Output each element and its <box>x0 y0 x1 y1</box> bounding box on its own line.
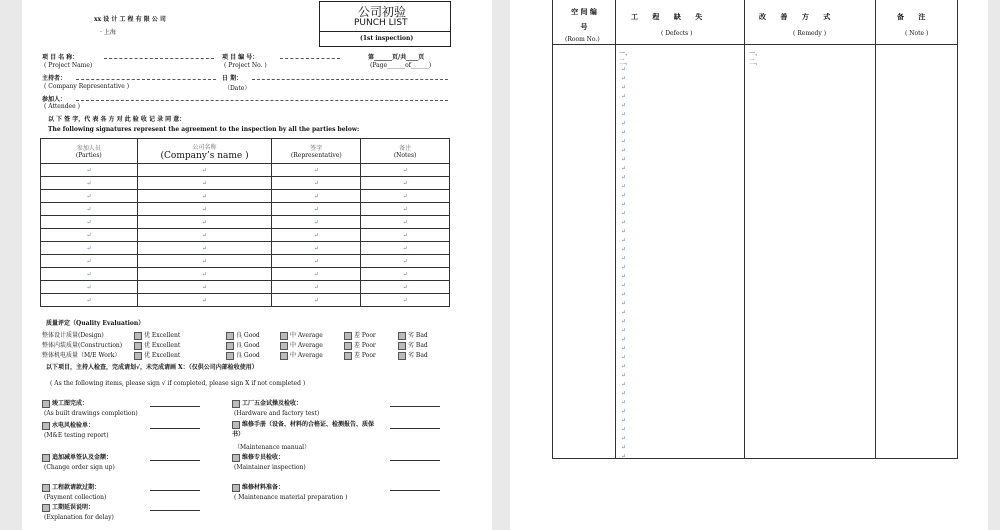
paragraph-mark: ↵ <box>313 270 319 278</box>
checklist-item: 工期延误说明： <box>42 502 94 512</box>
paragraph-mark: ↵ <box>621 435 627 442</box>
signature-cell[interactable] <box>137 281 272 294</box>
checkbox-icon[interactable] <box>344 352 352 360</box>
title-box <box>319 1 451 47</box>
page-label: 第______页/共____页 <box>368 54 425 61</box>
signature-cell[interactable] <box>41 268 138 281</box>
header-defects: 工 程 缺 失 <box>631 12 709 21</box>
signature-row <box>41 229 450 242</box>
attendee-field[interactable] <box>76 100 448 101</box>
paragraph-mark: ↵ <box>621 219 627 226</box>
paragraph-mark: ↵ <box>621 138 627 145</box>
signature-cell[interactable] <box>137 229 272 242</box>
project-no-field[interactable] <box>280 58 340 59</box>
signature-row <box>41 242 450 255</box>
paragraph-mark: ↵ <box>86 296 92 304</box>
signature-cell[interactable] <box>41 242 138 255</box>
signature-cell[interactable] <box>272 255 361 268</box>
paragraph-mark: ↵ <box>621 309 627 316</box>
checklist-answer-line[interactable] <box>150 406 200 407</box>
sig-header-0: 参加人员 (Parties) <box>41 139 138 164</box>
paragraph-mark: ↵ <box>621 390 627 397</box>
company-city: · 上海 <box>100 29 116 36</box>
paragraph-mark: ↵ <box>621 183 627 190</box>
checkbox-icon[interactable] <box>232 484 240 492</box>
paragraph-mark: ↵ <box>402 270 408 278</box>
checkbox-icon[interactable] <box>280 342 288 350</box>
signature-cell[interactable] <box>272 268 361 281</box>
checklist-item: 维修专员检收： <box>232 452 284 462</box>
signature-cell[interactable] <box>41 229 138 242</box>
attendee-label: 参加人： <box>42 96 67 103</box>
signature-cell[interactable] <box>361 281 450 294</box>
paragraph-mark: ↵ <box>402 231 408 239</box>
paragraph-mark: ↵ <box>621 453 627 460</box>
signature-cell[interactable] <box>137 190 272 203</box>
paragraph-mark: ↵ <box>202 166 208 174</box>
title-cn: 公司初验 <box>358 5 407 19</box>
paragraph-mark: ↵ <box>313 296 319 304</box>
signature-row <box>41 268 450 281</box>
paragraph-mark: ↵ <box>621 237 627 244</box>
quality-row-label: 整体设计质量(Design) <box>42 332 104 339</box>
paragraph-mark: ↵ <box>621 174 627 181</box>
signature-cell[interactable] <box>137 203 272 216</box>
representative-label: 主持者： <box>42 75 67 82</box>
signature-cell[interactable] <box>137 216 272 229</box>
paragraph-mark: ↵ <box>621 444 627 451</box>
paragraph-mark: ↵ <box>86 218 92 226</box>
checklist-item: 工厂五金试操及检收： <box>232 398 302 408</box>
paragraph-mark: ↵ <box>86 205 92 213</box>
project-no-label-en: ( Project No. ) <box>224 62 267 69</box>
paragraph-mark: ↵ <box>202 283 208 291</box>
paragraph-mark: ↵ <box>202 270 208 278</box>
quality-option[interactable]: 差 Poor <box>344 340 376 350</box>
signature-cell[interactable] <box>361 216 450 229</box>
signature-cell[interactable] <box>361 242 450 255</box>
checklist-instruction: 以下项目，主持人检查，完成请划√，未完成请画 X：（仅供公司内部检收使用） <box>46 364 258 371</box>
paragraph-mark: ↵ <box>621 129 627 136</box>
remedy-mark-2: 二、 <box>749 59 762 66</box>
paragraph-mark: ↵ <box>621 264 627 271</box>
paragraph-mark: ↵ <box>621 291 627 298</box>
checkbox-icon[interactable] <box>398 332 406 340</box>
header-room: 空 间 编 号 <box>571 7 597 31</box>
paragraph-mark: ↵ <box>86 166 92 174</box>
checklist-item-en: ( Maintenance material preparation ) <box>234 494 348 501</box>
paragraph-mark: ↵ <box>621 120 627 127</box>
signature-cell[interactable] <box>361 229 450 242</box>
paragraph-mark: ↵ <box>313 244 319 252</box>
checkbox-icon[interactable] <box>344 342 352 350</box>
paragraph-mark: ↵ <box>202 218 208 226</box>
checklist-item-en: (Maintainer inspection) <box>234 464 306 471</box>
paragraph-mark: ↵ <box>86 179 92 187</box>
paragraph-mark: ↵ <box>621 93 627 100</box>
paragraph-mark: ↵ <box>621 381 627 388</box>
project-name-label-en: ( Project Name) <box>44 62 93 69</box>
checkbox-icon[interactable] <box>232 421 240 429</box>
quality-option[interactable]: 劣 Bad <box>398 330 428 340</box>
header-remedy: 改 善 方 式 <box>759 12 837 21</box>
header-note-en: ( Note ) <box>905 30 929 37</box>
paragraph-mark: ↵ <box>621 273 627 280</box>
paragraph-mark: ↵ <box>621 318 627 325</box>
signature-cell[interactable] <box>137 255 272 268</box>
signature-cell[interactable] <box>272 177 361 190</box>
header-remedy-en: ( Remedy ) <box>793 30 827 37</box>
defect-mark-2: 二、 <box>619 59 632 66</box>
project-name-field[interactable] <box>104 58 214 59</box>
quality-option[interactable]: 优 Excellent <box>134 350 180 360</box>
quality-option[interactable]: 优 Excellent <box>134 330 180 340</box>
paragraph-mark: ↵ <box>202 205 208 213</box>
signature-cell[interactable] <box>361 177 450 190</box>
paragraph-mark: ↵ <box>621 165 627 172</box>
signature-cell[interactable] <box>41 190 138 203</box>
paragraph-mark: ↵ <box>202 244 208 252</box>
signature-row <box>41 255 450 268</box>
signature-row <box>41 164 450 177</box>
checklist-item-en: (Explanation for delay) <box>44 514 114 521</box>
checklist-item-en: (Payment collection) <box>44 494 107 501</box>
paragraph-mark: ↵ <box>621 201 627 208</box>
signature-cell[interactable] <box>272 203 361 216</box>
paragraph-mark: ↵ <box>313 179 319 187</box>
checkbox-icon[interactable] <box>226 342 234 350</box>
paragraph-mark: ↵ <box>621 426 627 433</box>
signature-cell[interactable] <box>272 242 361 255</box>
signature-cell[interactable] <box>41 255 138 268</box>
paragraph-mark: ↵ <box>621 363 627 370</box>
header-room-en: (Room No.) <box>565 36 600 43</box>
date-label-en: （Date） <box>224 85 251 92</box>
paragraph-mark: ↵ <box>621 327 627 334</box>
signature-cell[interactable] <box>41 216 138 229</box>
checkbox-icon[interactable] <box>232 454 240 462</box>
checkbox-icon[interactable] <box>226 332 234 340</box>
paragraph-mark: ↵ <box>86 244 92 252</box>
checkbox-icon[interactable] <box>42 400 50 408</box>
signature-cell[interactable] <box>361 268 450 281</box>
checklist-item-en: （Maintenance manual） <box>234 444 311 451</box>
checkbox-icon[interactable] <box>42 454 50 462</box>
company-name: xx 设 计 工 程 有 限 公 司 <box>94 16 166 23</box>
checklist-note: ( As the following items, please sign √ if completed, please sign X if not completed ) <box>50 380 306 387</box>
paragraph-mark: ↵ <box>621 66 627 73</box>
signature-cell[interactable] <box>361 294 450 307</box>
page-label-en: (Page______of______) <box>370 62 432 69</box>
attendee-label-en: ( Attendee ) <box>44 103 80 110</box>
paragraph-mark: ↵ <box>202 179 208 187</box>
signature-cell[interactable] <box>272 164 361 177</box>
date-label: 日 期： <box>222 75 243 82</box>
date-field[interactable] <box>252 79 448 80</box>
checkbox-icon[interactable] <box>280 332 288 340</box>
paragraph-mark: ↵ <box>621 147 627 154</box>
quality-row-label: 整体机电质量（M/E Work） <box>42 352 121 359</box>
quality-option[interactable]: 良 Good <box>226 330 260 340</box>
paragraph-mark: ↵ <box>621 156 627 163</box>
sig-header-1: 公司名称 (Company’s name ) <box>137 139 272 164</box>
signature-cell[interactable] <box>272 216 361 229</box>
paragraph-mark: ↵ <box>621 111 627 118</box>
representative-label-en: ( Company Representative ) <box>44 83 130 90</box>
paragraph-mark: ↵ <box>621 102 627 109</box>
checkbox-icon[interactable] <box>226 352 234 360</box>
paragraph-mark: ↵ <box>86 283 92 291</box>
checkbox-icon[interactable] <box>398 342 406 350</box>
signature-cell[interactable] <box>137 242 272 255</box>
checklist-item: 水电风检验单： <box>42 420 94 430</box>
paragraph-mark: ↵ <box>402 166 408 174</box>
paragraph-mark: ↵ <box>313 205 319 213</box>
quality-option[interactable]: 中 Average <box>280 350 323 360</box>
signature-row <box>41 216 450 229</box>
paragraph-mark: ↵ <box>402 192 408 200</box>
signature-cell[interactable] <box>41 281 138 294</box>
checklist-item: 维修手册（设备、材料的合格证、检测报告、质保书） <box>232 421 375 438</box>
checklist-item: 竣工图完成： <box>42 398 88 408</box>
checklist-answer-line[interactable] <box>390 406 440 407</box>
paragraph-mark: ↵ <box>621 336 627 343</box>
title-en: PUNCH LIST <box>354 18 408 28</box>
signature-row <box>41 281 450 294</box>
paragraph-mark: ↵ <box>313 283 319 291</box>
header-note: 备 注 <box>897 12 932 21</box>
paragraph-mark: ↵ <box>621 192 627 199</box>
representative-field[interactable] <box>76 79 216 80</box>
quality-option[interactable]: 良 Good <box>226 350 260 360</box>
paragraph-mark: ↵ <box>313 166 319 174</box>
checkbox-icon[interactable] <box>42 422 50 430</box>
checklist-answer-line[interactable] <box>390 490 440 491</box>
agreement-cn: 以 下 签 字，代 表 各 方 对 此 验 收 记 录 同 意： <box>48 116 186 123</box>
quality-option[interactable]: 劣 Bad <box>398 340 428 350</box>
quality-option[interactable]: 差 Poor <box>344 330 376 340</box>
agreement-en: The following signatures represent the agreement to the inspection by all the parties below: <box>48 126 360 133</box>
project-no-label: 项 目 编 号： <box>222 54 259 61</box>
signature-cell[interactable] <box>41 177 138 190</box>
paragraph-mark: ↵ <box>621 228 627 235</box>
header-defects-en: ( Defects ) <box>661 30 693 37</box>
paragraph-mark: ↵ <box>402 257 408 265</box>
paragraph-mark: ↵ <box>202 231 208 239</box>
paragraph-mark: ↵ <box>402 296 408 304</box>
signature-cell[interactable] <box>41 164 138 177</box>
signature-cell[interactable] <box>137 164 272 177</box>
signature-row <box>41 190 450 203</box>
signature-cell[interactable] <box>361 190 450 203</box>
paragraph-mark: ↵ <box>313 257 319 265</box>
checkbox-icon[interactable] <box>398 352 406 360</box>
signature-cell[interactable] <box>41 203 138 216</box>
checklist-answer-line[interactable] <box>150 428 200 429</box>
checklist-item-en: (Hardware and factory test) <box>234 410 320 417</box>
paragraph-mark: ↵ <box>621 408 627 415</box>
quality-title: 质量评定（Quality Evaluation） <box>46 320 145 327</box>
signature-cell[interactable] <box>137 294 272 307</box>
paragraph-mark: ↵ <box>202 192 208 200</box>
signature-cell[interactable] <box>272 281 361 294</box>
signature-row <box>41 177 450 190</box>
checklist-answer-line[interactable] <box>150 490 200 491</box>
checklist-answer-line[interactable] <box>390 460 440 461</box>
defect-mark-1: 一、 <box>619 50 632 57</box>
paragraph-mark: ↵ <box>86 231 92 239</box>
checklist-item-en: (Change order sign up) <box>44 464 115 471</box>
signature-cell[interactable] <box>361 255 450 268</box>
checkbox-icon[interactable] <box>134 342 142 350</box>
quality-option[interactable]: 劣 Bad <box>398 350 428 360</box>
quality-option[interactable]: 差 Poor <box>344 350 376 360</box>
checklist-answer-line[interactable] <box>150 510 200 511</box>
checkbox-icon[interactable] <box>42 504 50 512</box>
paragraph-mark: ↵ <box>202 257 208 265</box>
paragraph-mark: ↵ <box>621 282 627 289</box>
signature-cell[interactable] <box>272 294 361 307</box>
signature-cell[interactable] <box>137 268 272 281</box>
remedy-mark-1: 一、 <box>749 50 762 57</box>
checklist-item: 维修材料准备： <box>232 482 284 492</box>
signature-cell[interactable] <box>41 294 138 307</box>
checkbox-icon[interactable] <box>232 400 240 408</box>
paragraph-mark: ↵ <box>621 210 627 217</box>
paragraph-mark: ↵ <box>86 270 92 278</box>
paragraph-mark: ↵ <box>402 205 408 213</box>
paragraph-mark: ↵ <box>402 218 408 226</box>
signature-cell[interactable] <box>137 177 272 190</box>
signature-cell[interactable] <box>361 164 450 177</box>
signature-table <box>40 138 450 307</box>
paragraph-mark: ↵ <box>621 84 627 91</box>
punch-list-table <box>552 0 958 459</box>
quality-option[interactable]: 中 Average <box>280 330 323 340</box>
checkbox-icon[interactable] <box>134 332 142 340</box>
subtitle: (1st inspection) <box>360 35 414 42</box>
paragraph-mark: ↵ <box>621 300 627 307</box>
paragraph-mark: ↵ <box>313 218 319 226</box>
document-page-2 <box>510 0 988 530</box>
signature-cell[interactable] <box>361 203 450 216</box>
quality-option[interactable]: 中 Average <box>280 340 323 350</box>
signature-row <box>41 294 450 307</box>
paragraph-mark: ↵ <box>86 192 92 200</box>
quality-row-label: 整体内装质量(Construction) <box>42 342 123 349</box>
quality-option[interactable]: 良 Good <box>226 340 260 350</box>
signature-row <box>41 203 450 216</box>
paragraph-mark: ↵ <box>313 231 319 239</box>
signature-cell[interactable] <box>272 190 361 203</box>
project-name-label: 项 目 名 称： <box>42 54 79 61</box>
checklist-item: 工程款请款过期： <box>42 482 100 492</box>
checkbox-icon[interactable] <box>280 352 288 360</box>
checklist-item: 追加减单签认及金额： <box>42 452 112 462</box>
paragraph-mark: ↵ <box>86 257 92 265</box>
paragraph-mark: ↵ <box>402 244 408 252</box>
sig-header-3: 备注 (Notes) <box>361 139 450 164</box>
paragraph-mark: ↵ <box>621 372 627 379</box>
checkbox-icon[interactable] <box>42 484 50 492</box>
checkbox-icon[interactable] <box>134 352 142 360</box>
paragraph-mark: ↵ <box>621 345 627 352</box>
checkbox-icon[interactable] <box>344 332 352 340</box>
paragraph-mark: ↵ <box>402 283 408 291</box>
paragraph-mark: ↵ <box>621 399 627 406</box>
paragraph-mark: ↵ <box>621 246 627 253</box>
signature-cell[interactable] <box>272 229 361 242</box>
paragraph-mark: ↵ <box>202 296 208 304</box>
paragraph-mark: ↵ <box>621 354 627 361</box>
checklist-answer-line[interactable] <box>150 460 200 461</box>
paragraph-mark: ↵ <box>621 255 627 262</box>
paragraph-mark: ↵ <box>402 179 408 187</box>
quality-option[interactable]: 优 Excellent <box>134 340 180 350</box>
paragraph-mark: ↵ <box>621 417 627 424</box>
checklist-item-en: (M&E testing report) <box>44 432 109 439</box>
document-page-1 <box>22 0 492 530</box>
checklist-answer-line[interactable] <box>390 428 440 429</box>
checklist-item-en: (As built drawings completion) <box>44 410 138 417</box>
sig-header-2: 签字 (Representative) <box>272 139 361 164</box>
paragraph-mark: ↵ <box>313 192 319 200</box>
paragraph-mark: ↵ <box>621 75 627 82</box>
